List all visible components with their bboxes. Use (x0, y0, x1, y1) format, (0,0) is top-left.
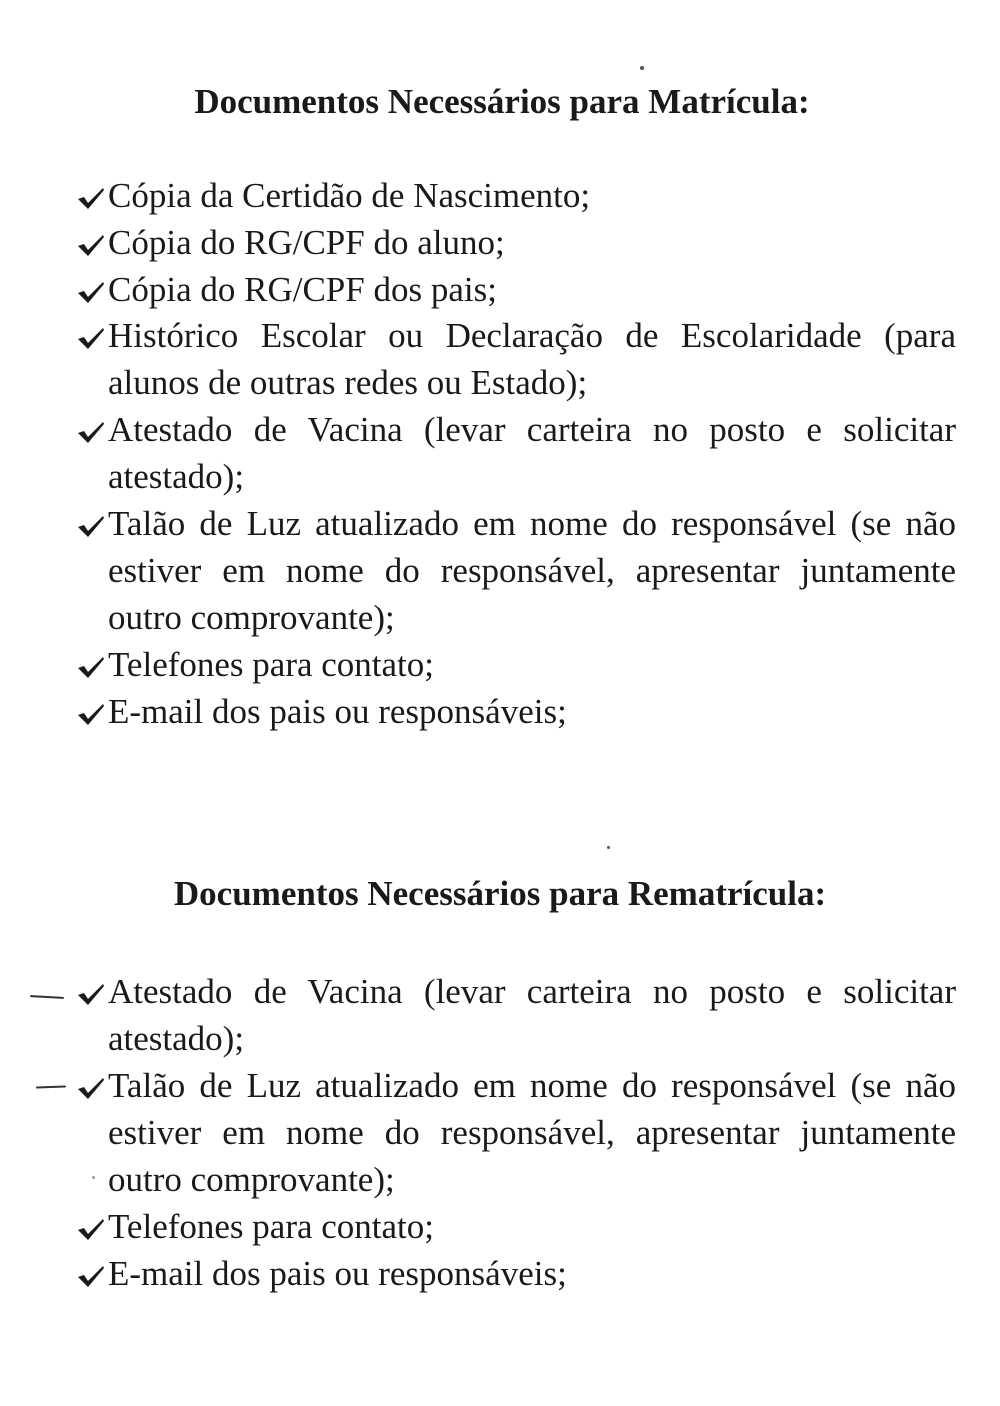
checkmark-icon (76, 1203, 108, 1250)
list-item (76, 266, 956, 313)
margin-dash-mark (30, 995, 64, 999)
checkmark-icon (76, 172, 108, 219)
scan-speck (92, 1176, 95, 1179)
checkmark-icon (76, 500, 108, 547)
list-item (76, 406, 956, 500)
item-text: E-mail dos pais ou responsáveis; (108, 692, 567, 731)
item-text: Talão de Luz atualizado em nome do responsável (se não estiver em nome do responsável, apresentar juntamente outro comprovante); (108, 504, 956, 637)
scan-speck (607, 846, 610, 849)
checkmark-icon (76, 688, 108, 735)
list-item (76, 641, 956, 688)
list-item (76, 688, 956, 735)
item-text: Cópia do RG/CPF dos pais; (108, 270, 497, 309)
heading-matricula: Documentos Necessários para Matrícula: (194, 82, 810, 121)
margin-dash-mark (36, 1085, 66, 1088)
checkmark-icon (76, 968, 108, 1015)
item-text: Cópia da Certidão de Nascimento; (108, 176, 591, 215)
checkmark-icon (76, 312, 108, 359)
item-text: Atestado de Vacina (levar carteira no posto e solicitar atestado); (108, 972, 956, 1058)
list-item (76, 219, 956, 266)
checkmark-icon (76, 266, 108, 313)
item-text: Telefones para contato; (108, 1207, 435, 1246)
item-text: E-mail dos pais ou responsáveis; (108, 1254, 567, 1293)
list-item (76, 172, 956, 219)
heading-rematricula: Documentos Necessários para Rematrícula: (173, 874, 827, 913)
list-item (76, 1250, 956, 1297)
item-text: Cópia do RG/CPF do aluno; (108, 223, 505, 262)
item-text: Talão de Luz atualizado em nome do responsável (se não estiver em nome do responsável, apresentar juntamente outro comprovante); (108, 1066, 956, 1199)
checkmark-icon (76, 406, 108, 453)
checkmark-icon (76, 1062, 108, 1109)
list-item (76, 1062, 956, 1203)
list-item (76, 968, 956, 1062)
list-item (76, 312, 956, 406)
item-text: Telefones para contato; (108, 645, 435, 684)
checkmark-icon (76, 219, 108, 266)
item-text: Histórico Escolar ou Declaração de Escolaridade (para alunos de outras redes ou Estado); (108, 316, 956, 402)
scan-speck (640, 66, 644, 70)
checkmark-icon (76, 1250, 108, 1297)
list-item (76, 1203, 956, 1250)
item-text: Atestado de Vacina (levar carteira no posto e solicitar atestado); (108, 410, 956, 496)
list-item (76, 500, 956, 641)
checkmark-icon (76, 641, 108, 688)
